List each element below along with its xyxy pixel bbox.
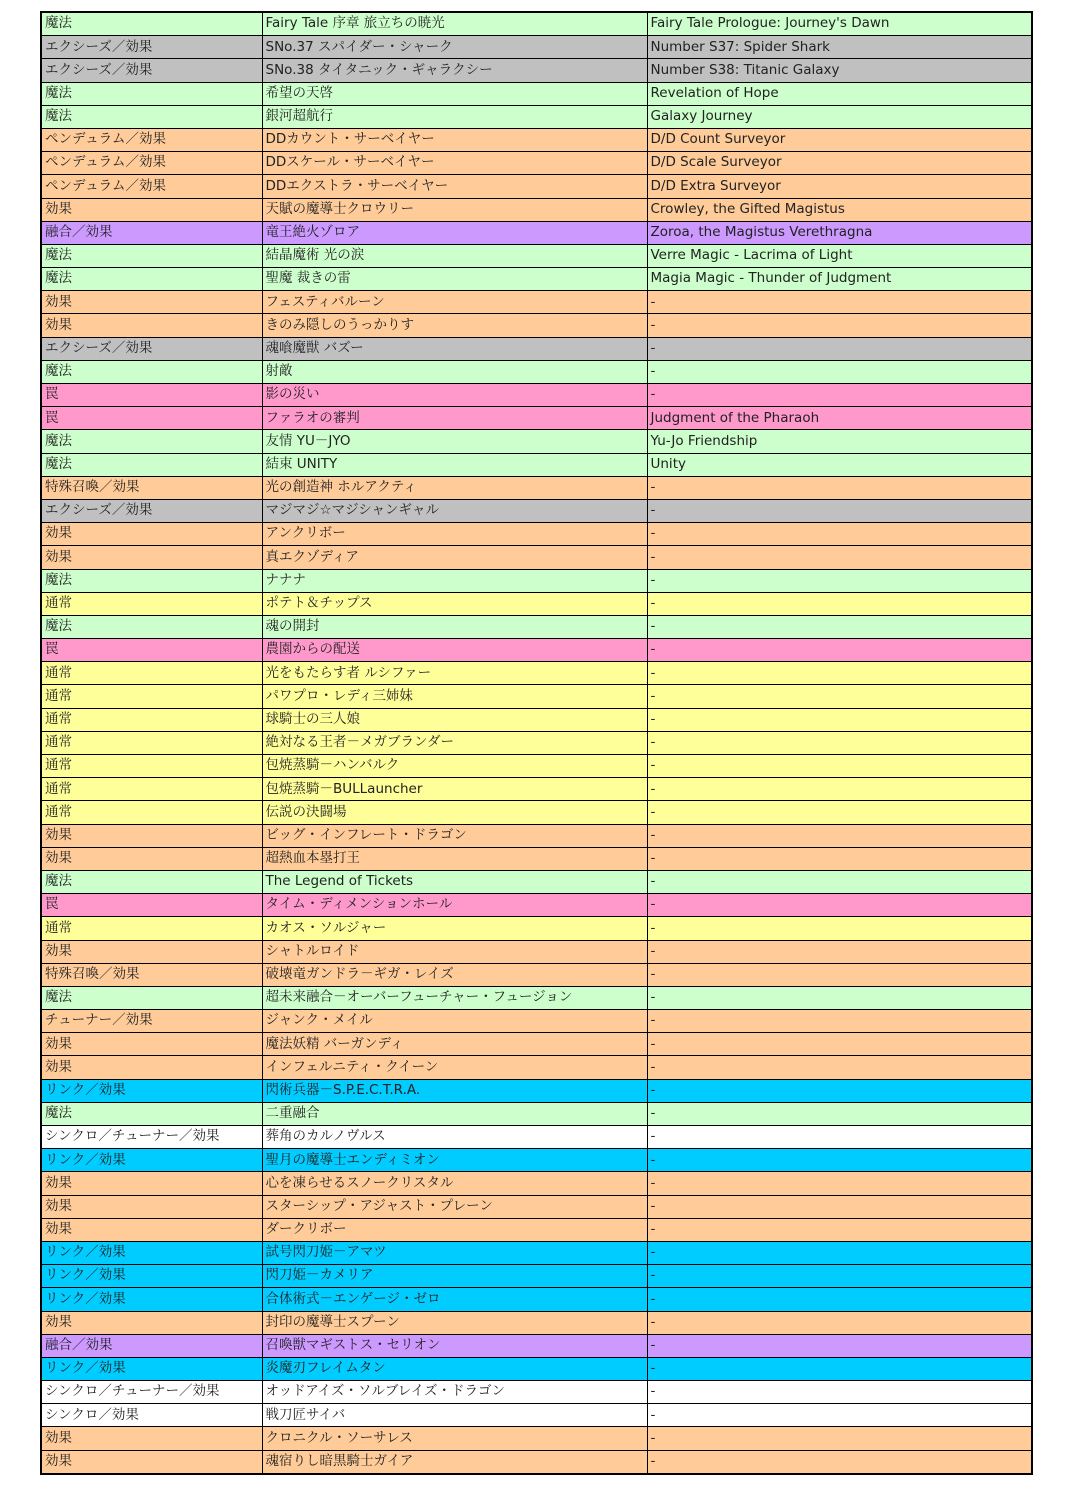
japanese-name-cell: アンクリボー bbox=[262, 523, 647, 546]
english-name-cell: - bbox=[647, 778, 1032, 801]
japanese-name-cell: 封印の魔導士スプーン bbox=[262, 1311, 647, 1334]
english-name-cell: - bbox=[647, 1102, 1032, 1125]
english-name-cell: - bbox=[647, 708, 1032, 731]
card-type-cell: 魔法 bbox=[41, 986, 262, 1009]
card-type-cell: リンク／効果 bbox=[41, 1288, 262, 1311]
japanese-name-cell: きのみ隠しのうっかりす bbox=[262, 314, 647, 337]
english-name-cell: - bbox=[647, 685, 1032, 708]
card-type-cell: 効果 bbox=[41, 291, 262, 314]
table-row bbox=[41, 268, 1032, 291]
card-type-cell: シンクロ／チューナー／効果 bbox=[41, 1126, 262, 1149]
table-row bbox=[41, 244, 1032, 267]
japanese-name-cell: 農園からの配送 bbox=[262, 639, 647, 662]
japanese-name-cell: 結束 UNITY bbox=[262, 453, 647, 476]
japanese-name-cell: 二重融合 bbox=[262, 1102, 647, 1125]
table-row bbox=[41, 198, 1032, 221]
table-row bbox=[41, 546, 1032, 569]
english-name-cell: - bbox=[647, 1033, 1032, 1056]
card-type-cell: ペンデュラム／効果 bbox=[41, 175, 262, 198]
table-row bbox=[41, 1126, 1032, 1149]
card-type-cell: ペンデュラム／効果 bbox=[41, 152, 262, 175]
table-row bbox=[41, 592, 1032, 615]
card-type-cell: 効果 bbox=[41, 1450, 262, 1474]
japanese-name-cell: 魂の開封 bbox=[262, 615, 647, 638]
japanese-name-cell: 天賦の魔導士クロウリー bbox=[262, 198, 647, 221]
japanese-name-cell: SNo.38 タイタニック・ギャラクシー bbox=[262, 59, 647, 82]
japanese-name-cell: ビッグ・インフレート・ドラゴン bbox=[262, 824, 647, 847]
english-name-cell: - bbox=[647, 360, 1032, 383]
english-name-cell: - bbox=[647, 1218, 1032, 1241]
card-type-cell: 魔法 bbox=[41, 12, 262, 36]
japanese-name-cell: フェスティバルーン bbox=[262, 291, 647, 314]
card-type-cell: 効果 bbox=[41, 1033, 262, 1056]
card-type-cell: 罠 bbox=[41, 894, 262, 917]
english-name-cell: - bbox=[647, 615, 1032, 638]
english-name-cell: D/D Count Surveyor bbox=[647, 128, 1032, 151]
table-row bbox=[41, 1311, 1032, 1334]
table-row bbox=[41, 1102, 1032, 1125]
english-name-cell: - bbox=[647, 1450, 1032, 1474]
japanese-name-cell: ジャンク・メイル bbox=[262, 1010, 647, 1033]
japanese-name-cell: 超未来融合－オーバーフューチャー・フュージョン bbox=[262, 986, 647, 1009]
card-type-cell: 通常 bbox=[41, 662, 262, 685]
english-name-cell: - bbox=[647, 731, 1032, 754]
card-type-cell: 効果 bbox=[41, 1172, 262, 1195]
card-type-cell: 魔法 bbox=[41, 615, 262, 638]
japanese-name-cell: タイム・ディメンションホール bbox=[262, 894, 647, 917]
table-row bbox=[41, 499, 1032, 522]
card-type-cell: 魔法 bbox=[41, 569, 262, 592]
table-row bbox=[41, 708, 1032, 731]
table-row bbox=[41, 894, 1032, 917]
card-type-cell: 魔法 bbox=[41, 360, 262, 383]
table-row bbox=[41, 731, 1032, 754]
japanese-name-cell: 包焼蒸騎－ハンバルク bbox=[262, 755, 647, 778]
card-type-cell: 特殊召喚／効果 bbox=[41, 476, 262, 499]
english-name-cell: - bbox=[647, 1404, 1032, 1427]
table-row bbox=[41, 1334, 1032, 1357]
table-row bbox=[41, 291, 1032, 314]
japanese-name-cell: 魔法妖精 バーガンディ bbox=[262, 1033, 647, 1056]
japanese-name-cell: ダークリボー bbox=[262, 1218, 647, 1241]
japanese-name-cell: 戦刀匠サイバ bbox=[262, 1404, 647, 1427]
japanese-name-cell: 竜王絶火ゾロア bbox=[262, 221, 647, 244]
english-name-cell: - bbox=[647, 963, 1032, 986]
table-row bbox=[41, 1195, 1032, 1218]
card-type-cell: 効果 bbox=[41, 546, 262, 569]
table-row bbox=[41, 801, 1032, 824]
english-name-cell: - bbox=[647, 314, 1032, 337]
card-type-cell: シンクロ／チューナー／効果 bbox=[41, 1381, 262, 1404]
table-row bbox=[41, 1149, 1032, 1172]
japanese-name-cell: 心を凍らせるスノークリスタル bbox=[262, 1172, 647, 1195]
japanese-name-cell: 召喚獣マギストス・セリオン bbox=[262, 1334, 647, 1357]
card-type-cell: 効果 bbox=[41, 1195, 262, 1218]
english-name-cell: - bbox=[647, 1195, 1032, 1218]
japanese-name-cell: スターシップ・アジャスト・プレーン bbox=[262, 1195, 647, 1218]
japanese-name-cell: マジマジ☆マジシャンギャル bbox=[262, 499, 647, 522]
table-row bbox=[41, 824, 1032, 847]
card-type-cell: 通常 bbox=[41, 731, 262, 754]
japanese-name-cell: DDスケール・サーベイヤー bbox=[262, 152, 647, 175]
english-name-cell: - bbox=[647, 1334, 1032, 1357]
japanese-name-cell: 聖月の魔導士エンディミオン bbox=[262, 1149, 647, 1172]
english-name-cell: - bbox=[647, 1265, 1032, 1288]
card-type-cell: 通常 bbox=[41, 755, 262, 778]
card-type-cell: 融合／効果 bbox=[41, 1334, 262, 1357]
card-type-cell: 通常 bbox=[41, 592, 262, 615]
japanese-name-cell: 影の災い bbox=[262, 384, 647, 407]
english-name-cell: D/D Scale Surveyor bbox=[647, 152, 1032, 175]
english-name-cell: - bbox=[647, 894, 1032, 917]
japanese-name-cell: 超熱血本塁打王 bbox=[262, 847, 647, 870]
table-row bbox=[41, 1079, 1032, 1102]
english-name-cell: - bbox=[647, 499, 1032, 522]
table-row bbox=[41, 940, 1032, 963]
english-name-cell: Number S38: Titanic Galaxy bbox=[647, 59, 1032, 82]
table-row bbox=[41, 986, 1032, 1009]
card-type-cell: エクシーズ／効果 bbox=[41, 337, 262, 360]
japanese-name-cell: 閃刀姫－カメリア bbox=[262, 1265, 647, 1288]
english-name-cell: - bbox=[647, 917, 1032, 940]
table-row bbox=[41, 476, 1032, 499]
english-name-cell: - bbox=[647, 755, 1032, 778]
table-row bbox=[41, 128, 1032, 151]
english-name-cell: - bbox=[647, 291, 1032, 314]
table-row bbox=[41, 778, 1032, 801]
card-type-cell: 魔法 bbox=[41, 453, 262, 476]
card-list-body bbox=[41, 12, 1032, 1474]
english-name-cell: - bbox=[647, 476, 1032, 499]
japanese-name-cell: ナナナ bbox=[262, 569, 647, 592]
card-type-cell: リンク／効果 bbox=[41, 1241, 262, 1264]
english-name-cell: - bbox=[647, 1149, 1032, 1172]
card-type-cell: 魔法 bbox=[41, 105, 262, 128]
japanese-name-cell: 球騎士の三人娘 bbox=[262, 708, 647, 731]
english-name-cell: - bbox=[647, 1079, 1032, 1102]
english-name-cell: - bbox=[647, 592, 1032, 615]
english-name-cell: - bbox=[647, 1381, 1032, 1404]
english-name-cell: - bbox=[647, 546, 1032, 569]
english-name-cell: Crowley, the Gifted Magistus bbox=[647, 198, 1032, 221]
card-type-cell: エクシーズ／効果 bbox=[41, 36, 262, 59]
english-name-cell: Judgment of the Pharaoh bbox=[647, 407, 1032, 430]
card-type-cell: 通常 bbox=[41, 778, 262, 801]
english-name-cell: - bbox=[647, 1010, 1032, 1033]
japanese-name-cell: インフェルニティ・クイーン bbox=[262, 1056, 647, 1079]
table-row bbox=[41, 685, 1032, 708]
table-row bbox=[41, 917, 1032, 940]
japanese-name-cell: 聖魔 裁きの雷 bbox=[262, 268, 647, 291]
table-row bbox=[41, 152, 1032, 175]
japanese-name-cell: ポテト＆チップス bbox=[262, 592, 647, 615]
table-row bbox=[41, 360, 1032, 383]
english-name-cell: Yu-Jo Friendship bbox=[647, 430, 1032, 453]
card-list-table bbox=[40, 11, 1033, 1475]
japanese-name-cell: 銀河超航行 bbox=[262, 105, 647, 128]
table-row bbox=[41, 221, 1032, 244]
card-type-cell: 罠 bbox=[41, 639, 262, 662]
japanese-name-cell: 射敵 bbox=[262, 360, 647, 383]
english-name-cell: - bbox=[647, 870, 1032, 893]
table-row bbox=[41, 662, 1032, 685]
japanese-name-cell: Fairy Tale 序章 旅立ちの暁光 bbox=[262, 12, 647, 36]
table-row bbox=[41, 1010, 1032, 1033]
table-row bbox=[41, 615, 1032, 638]
table-row bbox=[41, 1172, 1032, 1195]
japanese-name-cell: DDカウント・サーベイヤー bbox=[262, 128, 647, 151]
english-name-cell: - bbox=[647, 1126, 1032, 1149]
table-row bbox=[41, 407, 1032, 430]
english-name-cell: - bbox=[647, 1172, 1032, 1195]
table-row bbox=[41, 1056, 1032, 1079]
card-type-cell: 効果 bbox=[41, 1218, 262, 1241]
japanese-name-cell: 希望の天啓 bbox=[262, 82, 647, 105]
table-row bbox=[41, 870, 1032, 893]
japanese-name-cell: 魂喰魔獣 バズー bbox=[262, 337, 647, 360]
japanese-name-cell: 結晶魔術 光の涙 bbox=[262, 244, 647, 267]
japanese-name-cell: 試号閃刀姫－アマツ bbox=[262, 1241, 647, 1264]
japanese-name-cell: 真エクゾディア bbox=[262, 546, 647, 569]
table-row bbox=[41, 523, 1032, 546]
japanese-name-cell: カオス・ソルジャー bbox=[262, 917, 647, 940]
english-name-cell: - bbox=[647, 1056, 1032, 1079]
english-name-cell: Fairy Tale Prologue: Journey's Dawn bbox=[647, 12, 1032, 36]
table-row bbox=[41, 1427, 1032, 1450]
card-type-cell: ペンデュラム／効果 bbox=[41, 128, 262, 151]
table-row bbox=[41, 1241, 1032, 1264]
card-type-cell: 罠 bbox=[41, 384, 262, 407]
english-name-cell: Revelation of Hope bbox=[647, 82, 1032, 105]
card-type-cell: リンク／効果 bbox=[41, 1149, 262, 1172]
table-row bbox=[41, 1357, 1032, 1380]
english-name-cell: D/D Extra Surveyor bbox=[647, 175, 1032, 198]
japanese-name-cell: 包焼蒸騎－BULLauncher bbox=[262, 778, 647, 801]
card-type-cell: エクシーズ／効果 bbox=[41, 499, 262, 522]
table-row bbox=[41, 105, 1032, 128]
card-type-cell: 効果 bbox=[41, 314, 262, 337]
japanese-name-cell: 炎魔刃フレイムタン bbox=[262, 1357, 647, 1380]
english-name-cell: Verre Magic - Lacrima of Light bbox=[647, 244, 1032, 267]
table-row bbox=[41, 430, 1032, 453]
japanese-name-cell: 光の創造神 ホルアクティ bbox=[262, 476, 647, 499]
english-name-cell: - bbox=[647, 940, 1032, 963]
japanese-name-cell: シャトルロイド bbox=[262, 940, 647, 963]
card-type-cell: チューナー／効果 bbox=[41, 1010, 262, 1033]
card-type-cell: リンク／効果 bbox=[41, 1357, 262, 1380]
table-row bbox=[41, 59, 1032, 82]
japanese-name-cell: パワプロ・レディ三姉妹 bbox=[262, 685, 647, 708]
english-name-cell: - bbox=[647, 847, 1032, 870]
card-type-cell: 魔法 bbox=[41, 1102, 262, 1125]
japanese-name-cell: 閃術兵器－S.P.E.C.T.R.A. bbox=[262, 1079, 647, 1102]
japanese-name-cell: 伝説の決闘場 bbox=[262, 801, 647, 824]
japanese-name-cell: 破壊竜ガンドラ－ギガ・レイズ bbox=[262, 963, 647, 986]
table-row bbox=[41, 1404, 1032, 1427]
card-type-cell: 特殊召喚／効果 bbox=[41, 963, 262, 986]
english-name-cell: - bbox=[647, 801, 1032, 824]
japanese-name-cell: 魂宿りし暗黒騎士ガイア bbox=[262, 1450, 647, 1474]
card-type-cell: 効果 bbox=[41, 940, 262, 963]
card-type-cell: 融合／効果 bbox=[41, 221, 262, 244]
japanese-name-cell: SNo.37 スパイダー・シャーク bbox=[262, 36, 647, 59]
table-row bbox=[41, 1033, 1032, 1056]
english-name-cell: - bbox=[647, 1311, 1032, 1334]
english-name-cell: - bbox=[647, 639, 1032, 662]
card-type-cell: リンク／効果 bbox=[41, 1079, 262, 1102]
table-row bbox=[41, 963, 1032, 986]
table-row bbox=[41, 639, 1032, 662]
english-name-cell: Magia Magic - Thunder of Judgment bbox=[647, 268, 1032, 291]
japanese-name-cell: クロニクル・ソーサレス bbox=[262, 1427, 647, 1450]
card-type-cell: リンク／効果 bbox=[41, 1265, 262, 1288]
table-row bbox=[41, 755, 1032, 778]
table-row bbox=[41, 384, 1032, 407]
table-row bbox=[41, 82, 1032, 105]
table-row bbox=[41, 1288, 1032, 1311]
card-type-cell: 効果 bbox=[41, 824, 262, 847]
english-name-cell: - bbox=[647, 1357, 1032, 1380]
table-row bbox=[41, 569, 1032, 592]
japanese-name-cell: 葬角のカルノヴルス bbox=[262, 1126, 647, 1149]
table-row bbox=[41, 175, 1032, 198]
japanese-name-cell: オッドアイズ・ソルブレイズ・ドラゴン bbox=[262, 1381, 647, 1404]
card-type-cell: 効果 bbox=[41, 1311, 262, 1334]
english-name-cell: Number S37: Spider Shark bbox=[647, 36, 1032, 59]
japanese-name-cell: 光をもたらす者 ルシファー bbox=[262, 662, 647, 685]
card-type-cell: 効果 bbox=[41, 847, 262, 870]
table-row bbox=[41, 36, 1032, 59]
card-type-cell: 通常 bbox=[41, 708, 262, 731]
english-name-cell: - bbox=[647, 1427, 1032, 1450]
card-type-cell: 効果 bbox=[41, 1056, 262, 1079]
english-name-cell: - bbox=[647, 1288, 1032, 1311]
japanese-name-cell: 絶対なる王者－メガブランダー bbox=[262, 731, 647, 754]
table-row bbox=[41, 337, 1032, 360]
english-name-cell: - bbox=[647, 569, 1032, 592]
japanese-name-cell: The Legend of Tickets bbox=[262, 870, 647, 893]
card-type-cell: 通常 bbox=[41, 801, 262, 824]
table-row bbox=[41, 1381, 1032, 1404]
table-row bbox=[41, 453, 1032, 476]
japanese-name-cell: 友情 YU－JYO bbox=[262, 430, 647, 453]
table-row bbox=[41, 847, 1032, 870]
english-name-cell: Unity bbox=[647, 453, 1032, 476]
card-type-cell: 通常 bbox=[41, 685, 262, 708]
english-name-cell: - bbox=[647, 986, 1032, 1009]
english-name-cell: - bbox=[647, 1241, 1032, 1264]
card-type-cell: 罠 bbox=[41, 407, 262, 430]
english-name-cell: - bbox=[647, 384, 1032, 407]
card-type-cell: 効果 bbox=[41, 523, 262, 546]
card-type-cell: エクシーズ／効果 bbox=[41, 59, 262, 82]
japanese-name-cell: DDエクストラ・サーベイヤー bbox=[262, 175, 647, 198]
card-type-cell: 効果 bbox=[41, 198, 262, 221]
japanese-name-cell: ファラオの審判 bbox=[262, 407, 647, 430]
card-type-cell: シンクロ／効果 bbox=[41, 1404, 262, 1427]
card-type-cell: 通常 bbox=[41, 917, 262, 940]
card-type-cell: 魔法 bbox=[41, 430, 262, 453]
card-type-cell: 魔法 bbox=[41, 268, 262, 291]
english-name-cell: - bbox=[647, 523, 1032, 546]
english-name-cell: Galaxy Journey bbox=[647, 105, 1032, 128]
card-type-cell: 魔法 bbox=[41, 82, 262, 105]
card-type-cell: 効果 bbox=[41, 1427, 262, 1450]
table-row bbox=[41, 1218, 1032, 1241]
english-name-cell: - bbox=[647, 337, 1032, 360]
card-type-cell: 魔法 bbox=[41, 870, 262, 893]
table-row bbox=[41, 12, 1032, 36]
english-name-cell: - bbox=[647, 662, 1032, 685]
table-row bbox=[41, 1265, 1032, 1288]
japanese-name-cell: 合体術式－エンゲージ・ゼロ bbox=[262, 1288, 647, 1311]
english-name-cell: - bbox=[647, 824, 1032, 847]
english-name-cell: Zoroa, the Magistus Verethragna bbox=[647, 221, 1032, 244]
table-row bbox=[41, 314, 1032, 337]
card-type-cell: 魔法 bbox=[41, 244, 262, 267]
table-row bbox=[41, 1450, 1032, 1474]
